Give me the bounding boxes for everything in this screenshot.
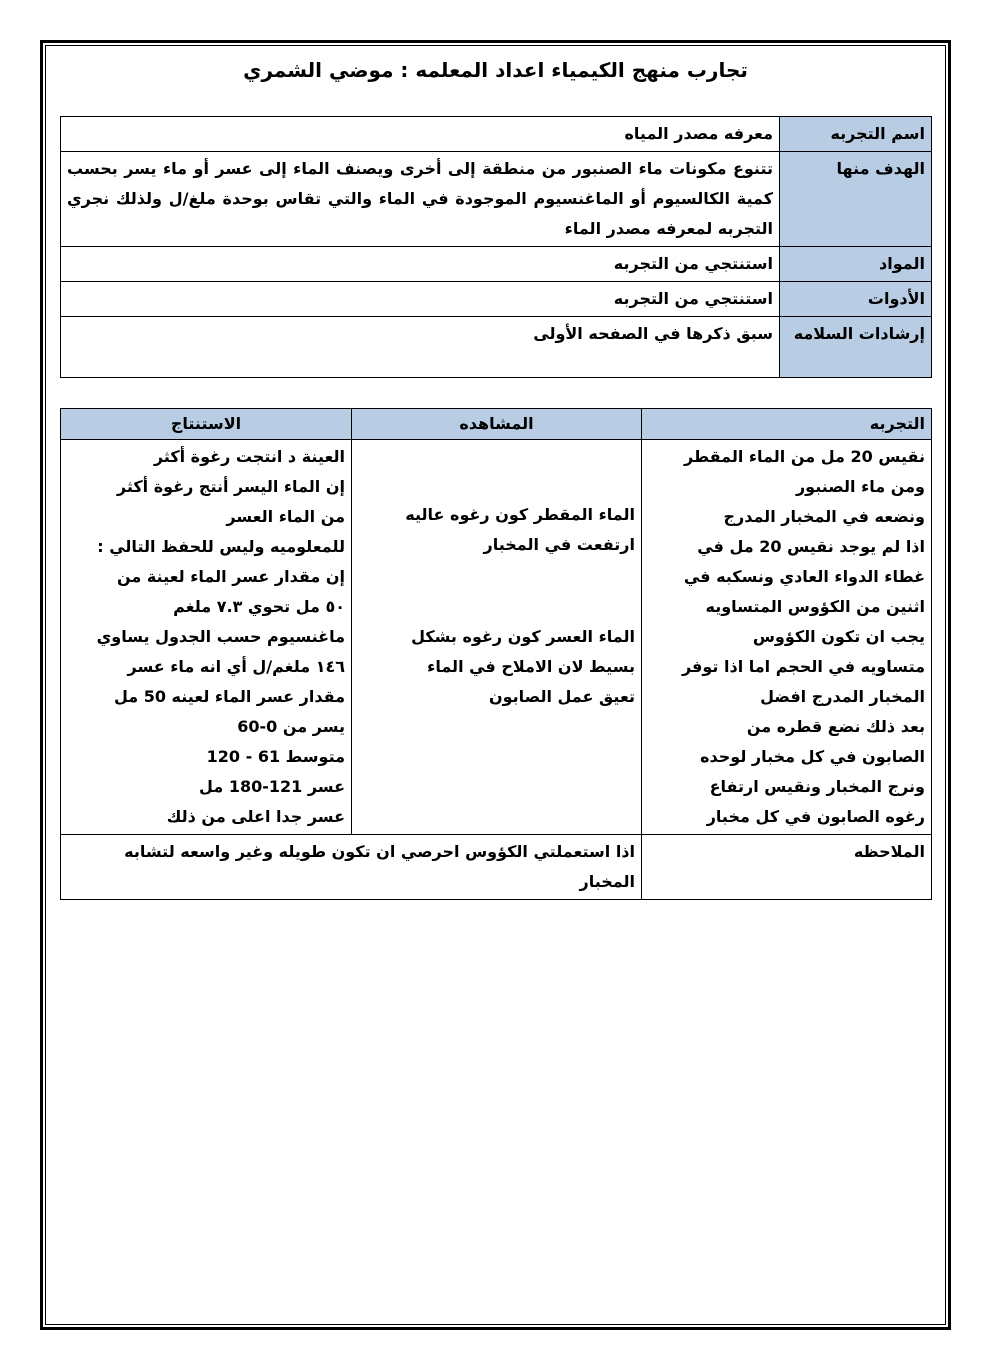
label-experiment-name: اسم التجربه (780, 117, 932, 152)
row-goal (61, 152, 932, 247)
header-observation: المشاهده (352, 409, 642, 440)
page-title: تجارب منهج الكيمياء اعداد المعلمه : موضي الشمري (243, 58, 748, 82)
observation-distilled: الماء المقطر كون رغوه عاليه ارتفعت في المخبار (405, 505, 635, 554)
notes-row (61, 835, 932, 900)
row-experiment-name (61, 117, 932, 152)
conclusion-text: العينة د انتجت رغوة أكثر إن الماء اليسر أنتج رغوة أكثر من الماء العسر للمعلوميه وليس للحفظ التالي : إن مقدار عسر الماء لعينة من ٥٠ مل تحوي ٧.٣ ملغم ماغنسيوم حسب الجدول يساوي ١٤٦ ملغم/ل أي انه ماء عسر مقدار عسر الماء لعينه 50 مل يسر من 0-60 متوسط 61 - 120 عسر 121-180 مل عسر جدا اعلى من ذلك (61, 440, 352, 835)
experiment-steps: نقيس 20 مل من الماء المقطر ومن ماء الصنبور ونضعه في المخبار المدرج اذا لم يوجد نقيس 20 مل في غطاء الدواء العادي ونسكبه في اثنين من الكؤوس المتساويه يجب ان تكون الكؤوس متساويه في الحجم اما اذا توفر المخبار المدرج افضل بعد ذلك نضع قطره من الصابون في كل مخبار لوحده ونرج المخبار ونقيس ارتفاع رغوه الصابون في كل مخبار (642, 440, 932, 835)
info-table (60, 116, 932, 378)
label-tools: الأدوات (780, 282, 932, 317)
value-experiment-name: معرفه مصدر المياه (61, 117, 780, 152)
header-experiment: التجربه (642, 409, 932, 440)
value-goal: تتنوع مكونات ماء الصنبور من منطقة إلى أخرى ويصنف الماء إلى عسر أو ماء يسر بحسب كمية الكالسيوم أو الماغنسيوم الموجودة في الماء والتي تقاس بوحدة ملغ/ل ولذلك نجري التجربه لمعرفه مصدر الماء (61, 152, 780, 247)
experiment-header-row (61, 409, 932, 440)
observation-hard-water: الماء العسر كون رغوه بشكل بسيط لان الاملاح في الماء تعيق عمل الصابون (411, 627, 635, 706)
notes-text: اذا استعملتي الكؤوس احرصي ان تكون طويله وغير واسعه لتشابه المخبار (61, 835, 642, 900)
value-materials: استنتجي من التجربه (61, 247, 780, 282)
experiment-body-row (61, 440, 932, 835)
label-goal: الهدف منها (780, 152, 932, 247)
row-tools (61, 282, 932, 317)
row-materials (61, 247, 932, 282)
header-conclusion: الاستنتاج (61, 409, 352, 440)
value-safety: سبق ذكرها في الصفحه الأولى (61, 317, 780, 378)
observation-cell (352, 440, 642, 835)
row-safety (61, 317, 932, 378)
notes-label: الملاحظه (642, 835, 932, 900)
label-safety: إرشادات السلامه (780, 317, 932, 378)
value-tools: استنتجي من التجربه (61, 282, 780, 317)
experiment-table (60, 408, 932, 900)
label-materials: المواد (780, 247, 932, 282)
